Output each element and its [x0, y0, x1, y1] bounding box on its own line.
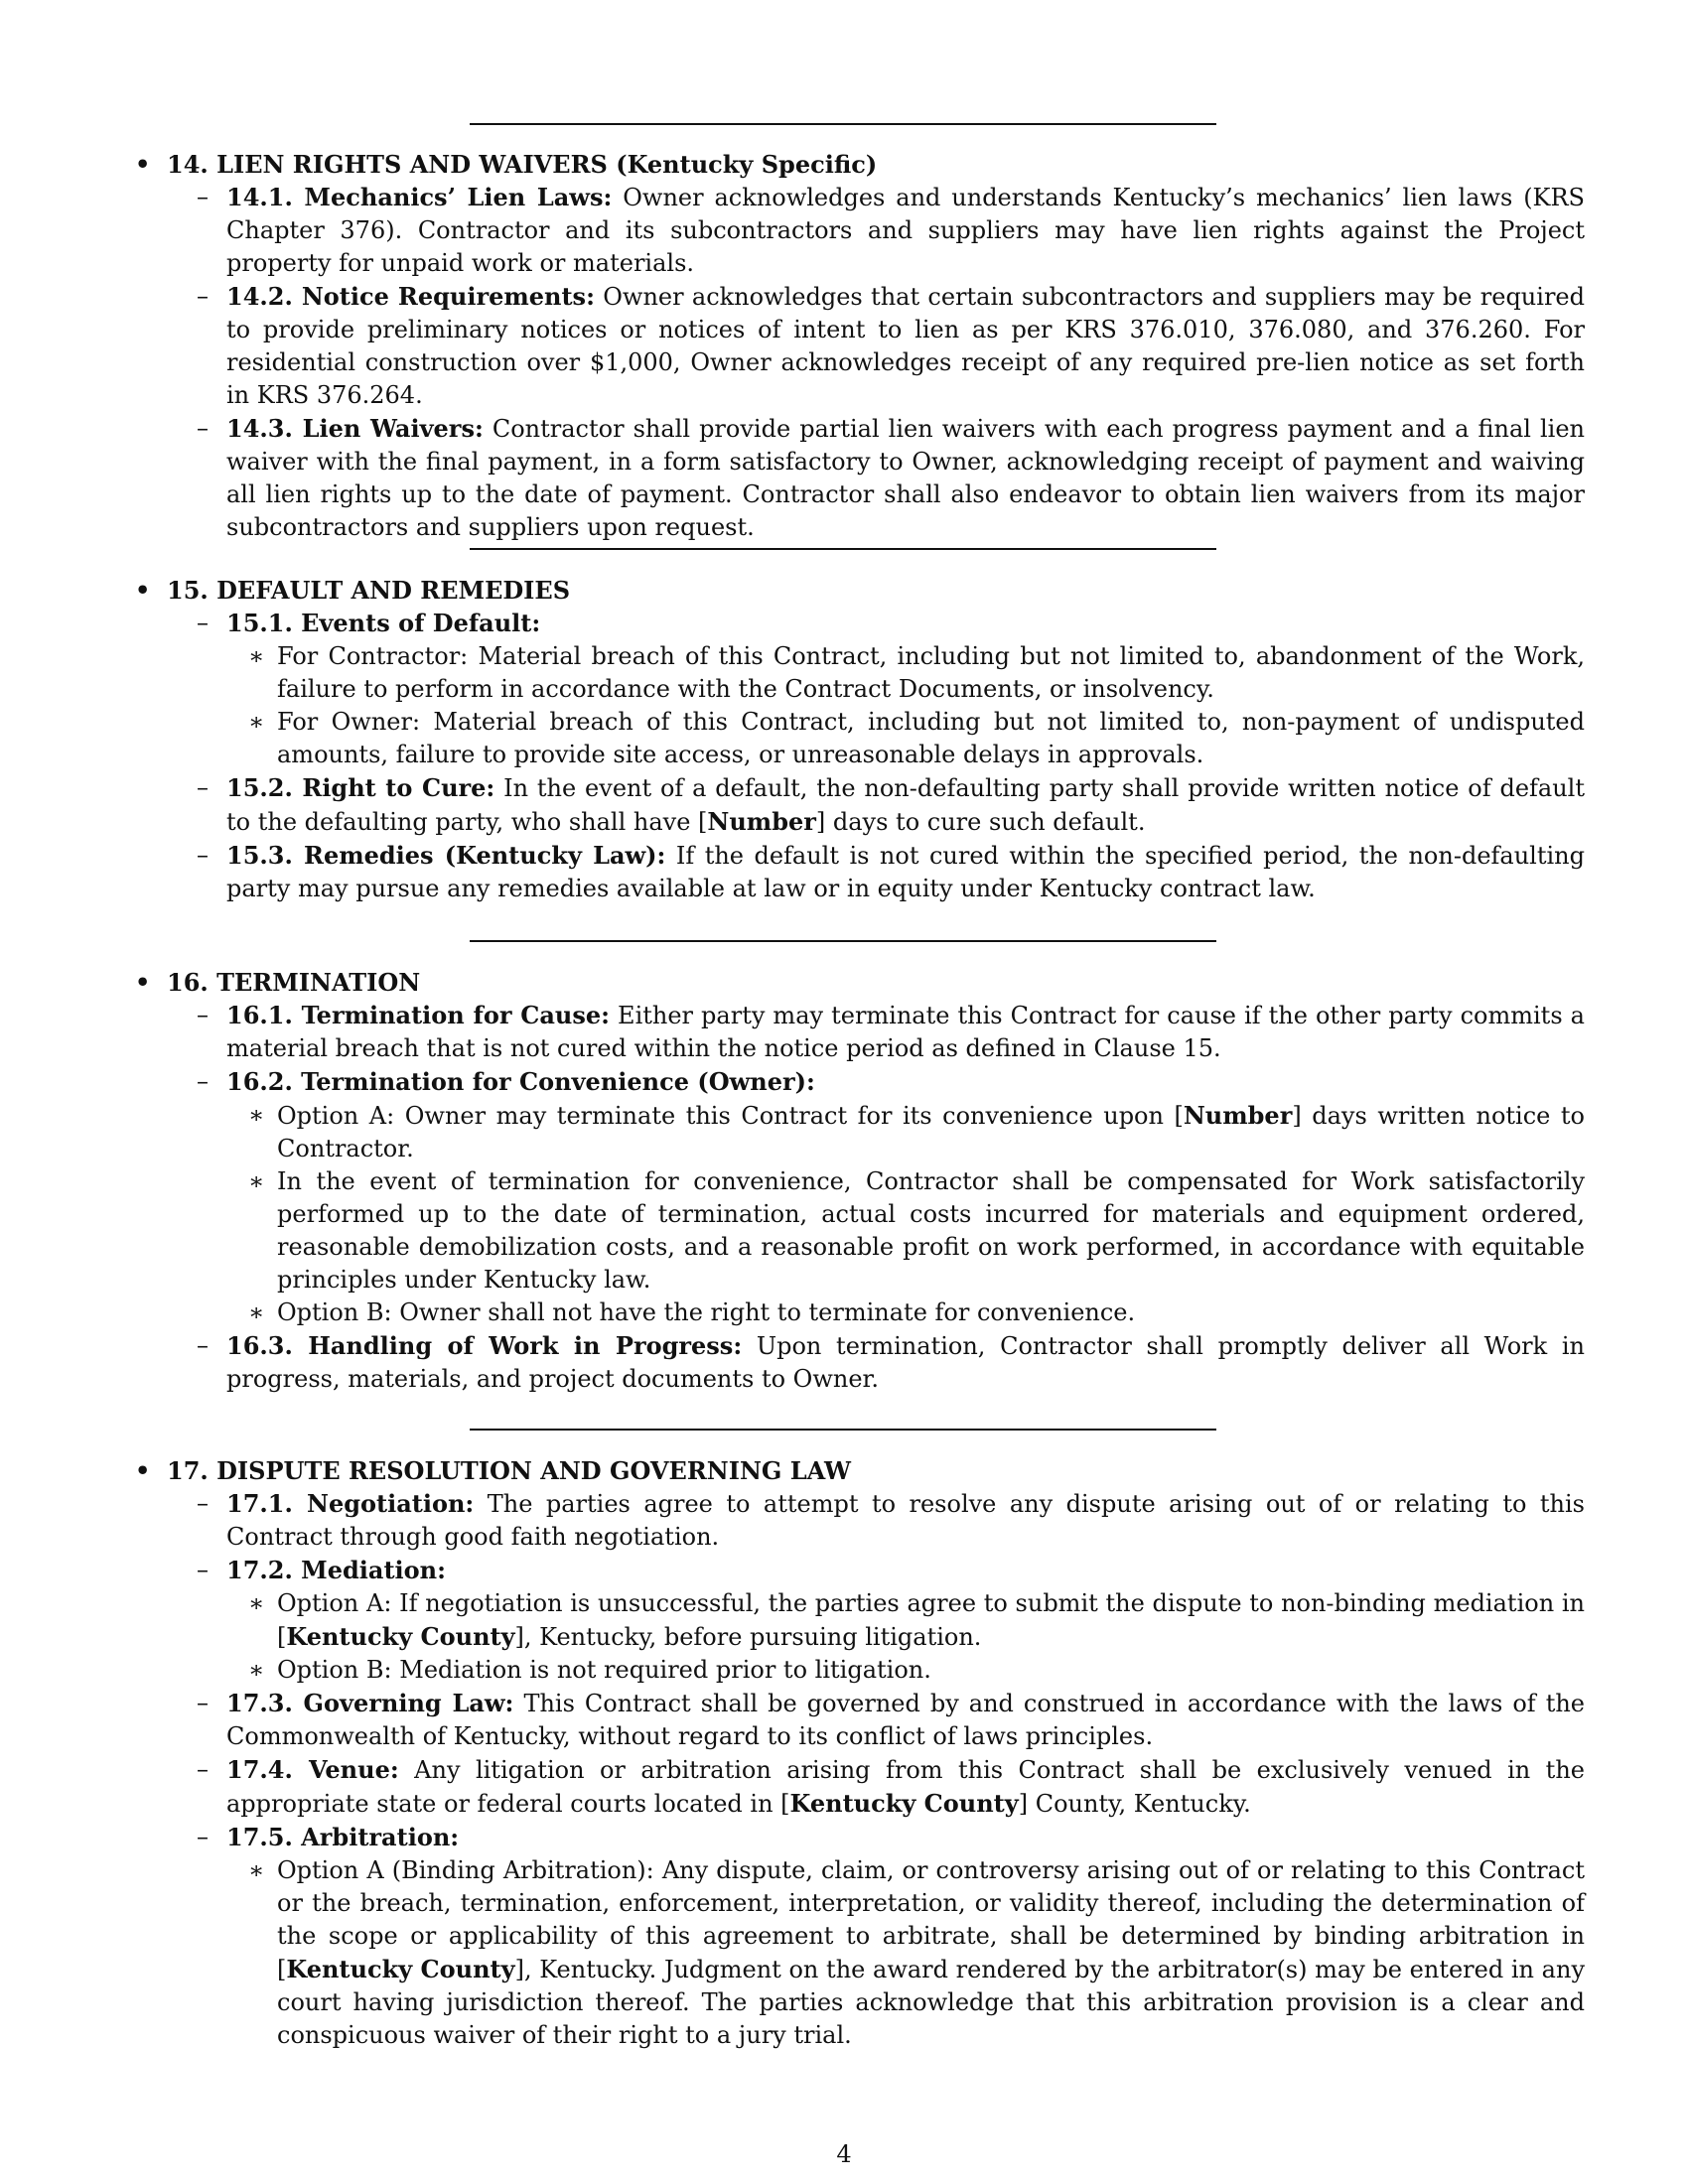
- clause-label: 17.5. Arbitration:: [226, 1823, 460, 1851]
- clause-label: 16.3. Handling of Work in Progress:: [226, 1331, 743, 1360]
- clause-14-2: – 14.2. Notice Requirements: Owner acknowledges that certain subcontractors and suppliers may be required to provide preliminary notices or notices of intent to lien as per KRS 376.010, 376.080, and 376.260. For residential construction over $1,000, Owner acknowledges receipt of any required pre-lien notice as set forth in KRS 376.264.: [197, 282, 1585, 409]
- section-16: [135, 966, 1585, 1396]
- clause-label: 14.2. Notice Requirements:: [226, 282, 595, 311]
- list-item: ∗ Option B: Mediation is not required prior to litigation.: [248, 1656, 931, 1684]
- item-text: Option A: If negotiation is unsuccessful, the parties agree to submit the dispute to non-binding mediation in [: [277, 1589, 1585, 1651]
- clause-label: 15.2. Right to Cure:: [226, 773, 495, 802]
- list-item: ∗ In the event of termination for convenience, Contractor shall be compensated for Work satisfactorily performed up to the date of termination, actual costs incurred for materials and equipment ordered, reasonable demobilization costs, and a reasonable profit on work performed, in accordance with equitable principles under Kentucky law.: [248, 1167, 1585, 1294]
- clause-text: ] days to cure such default.: [815, 808, 1146, 836]
- clause-17-3: – 17.3. Governing Law: This Contract shall be governed by and construed in accordance with the laws of the Commonwealth of Kentucky, without regard to its conflict of laws principles.: [197, 1689, 1585, 1750]
- item-text: Option A: Owner may terminate this Contract for its convenience upon [: [277, 1102, 1184, 1130]
- section-title: 14. LIEN RIGHTS AND WAIVERS (Kentucky Specific): [167, 150, 878, 179]
- clause-label: 17.1. Negotiation:: [226, 1489, 475, 1518]
- page-number: 4: [836, 2140, 852, 2168]
- clause-15-1: – 15.1. Events of Default:: [197, 609, 541, 637]
- clause-16-2: – 16.2. Termination for Convenience (Owner):: [197, 1067, 815, 1096]
- clause-label: 17.2. Mediation:: [226, 1556, 446, 1584]
- section-divider: [470, 123, 1216, 125]
- item-text: ] days written notice to Contractor.: [277, 1102, 1585, 1162]
- clause-17-5: – 17.5. Arbitration:: [197, 1823, 460, 1851]
- clause-text: In the event of a default, the non-defaulting party shall provide written notice of default to the defaulting party, who shall have [: [226, 774, 1585, 836]
- item-text: Option B: Mediation is not required prior to litigation.: [277, 1656, 931, 1684]
- clause-text: Owner acknowledges and understands Kentucky’s mechanics’ lien laws (KRS Chapter 376). Contractor and its subcontractors and suppliers may have lien rights against the Project property for unpaid work or materials.: [226, 184, 1585, 277]
- section-15: [135, 574, 1585, 905]
- item-text: For Contractor: Material breach of this Contract, including but not limited to, abandonment of the Work, failure to perform in accordance with the Contract Documents, or insolvency.: [277, 642, 1585, 703]
- clause-14-3: – 14.3. Lien Waivers: Contractor shall provide partial lien waivers with each progress payment and a final lien waiver with the final payment, in a form satisfactory to Owner, acknowledging receipt of payment and waiving all lien rights up to the date of payment. Contractor shall also endeavor to obtain lien waivers from its major subcontractors and suppliers upon request.: [197, 414, 1585, 541]
- clause-17-2: – 17.2. Mediation:: [197, 1556, 446, 1584]
- clause-15-2: – 15.2. Right to Cure: In the event of a default, the non-defaulting party shall provide written notice of default to the defaulting party, who shall have [Number] days to cure such default.: [197, 773, 1585, 836]
- clause-text: Owner acknowledges that certain subcontractors and suppliers may be required to provide preliminary notices or notices of intent to lien as per KRS 376.010, 376.080, and 376.260. For residential construction over $1,000, Owner acknowledges receipt of any required pre-lien notice as set forth in KRS 376.264.: [226, 283, 1585, 409]
- list-item: ∗ For Owner: Material breach of this Contract, including but not limited to, non-payment of undisputed amounts, failure to provide site access, or unreasonable delays in approvals.: [248, 708, 1585, 768]
- clause-text: This Contract shall be governed by and construed in accordance with the laws of the Commonwealth of Kentucky, without regard to its conflict of laws principles.: [226, 1690, 1585, 1750]
- clause-text: Upon termination, Contractor shall promptly deliver all Work in progress, materials, and project documents to Owner.: [226, 1332, 1585, 1393]
- clause-text: Contractor shall provide partial lien waivers with each progress payment and a final lien waiver with the final payment, in a form satisfactory to Owner, acknowledging receipt of payment and waiving all lien rights up to the date of payment. Contractor shall also endeavor to obtain lien waivers from its major subcontractors and suppliers upon request.: [226, 415, 1585, 541]
- clause-17-1: – 17.1. Negotiation: The parties agree to attempt to resolve any dispute arising out of or relating to this Contract through good faith negotiation.: [197, 1489, 1585, 1551]
- item-text: ], Kentucky. Judgment on the award rendered by the arbitrator(s) may be entered in any court having jurisdiction thereof. The parties acknowledge that this arbitration provision is a clear and conspicuous waiver of their right to a jury trial.: [277, 1956, 1586, 2049]
- clause-text: Either party may terminate this Contract for cause if the other party commits a material breach that is not cured within the notice period as defined in Clause 15.: [226, 1002, 1585, 1062]
- section-heading: • 16. TERMINATION: [135, 968, 421, 997]
- placeholder-county: Kentucky County: [789, 1789, 1019, 1818]
- clause-label: 15.1. Events of Default:: [226, 609, 541, 637]
- clause-label: 17.4. Venue:: [226, 1755, 399, 1784]
- list-item: ∗ Option A (Binding Arbitration): Any dispute, claim, or controversy arising out of or relating to this Contract or the breach, termination, enforcement, interpretation, or validity thereof, including the determination of the scope or applicability of this agreement to arbitrate, shall be determined by binding arbitration in [Kentucky County], Kentucky. Judgment on the award rendered by the arbitrator(s) may be entered in any court having jurisdiction thereof. The parties acknowledge that this arbitration provision is a clear and conspicuous waiver of their right to a jury trial.: [248, 1856, 1586, 2049]
- item-text: For Owner: Material breach of this Contract, including but not limited to, non-payment of undisputed amounts, failure to provide site access, or unreasonable delays in approvals.: [277, 708, 1585, 768]
- item-text: Option A (Binding Arbitration): Any dispute, claim, or controversy arising out of or relating to this Contract or the breach, termination, enforcement, interpretation, or validity thereof, including the determination of the scope or applicability of this agreement to arbitrate, shall be determined by binding arbitration in [: [277, 1856, 1585, 1983]
- clause-label: 17.3. Governing Law:: [226, 1689, 514, 1717]
- placeholder-county: Kentucky County: [286, 1955, 515, 1983]
- section-17: [135, 1454, 1585, 2052]
- section-title: 17. DISPUTE RESOLUTION AND GOVERNING LAW: [167, 1456, 851, 1485]
- clause-text: The parties agree to attempt to resolve any dispute arising out of or relating to this Contract through good faith negotiation.: [226, 1490, 1585, 1551]
- placeholder-number: Number: [707, 807, 816, 836]
- clause-17-4: – 17.4. Venue: Any litigation or arbitration arising from this Contract shall be exclusively venued in the appropriate state or federal courts located in [Kentucky County] County, Kentucky.: [197, 1755, 1585, 1818]
- item-text: Option B: Owner shall not have the right to terminate for convenience.: [277, 1298, 1136, 1326]
- placeholder-county: Kentucky County: [286, 1622, 515, 1651]
- clause-label: 16.2. Termination for Convenience (Owner):: [226, 1067, 815, 1096]
- clause-14-1: – 14.1. Mechanics’ Lien Laws: Owner acknowledges and understands Kentucky’s mechanics’ lien laws (KRS Chapter 376). Contractor and its subcontractors and suppliers may have lien rights against the Project property for unpaid work or materials.: [197, 183, 1585, 277]
- section-divider: [470, 940, 1216, 942]
- list-item: ∗ Option B: Owner shall not have the right to terminate for convenience.: [248, 1298, 1136, 1326]
- section-14: [135, 148, 1585, 544]
- section-title: 16. TERMINATION: [167, 968, 421, 997]
- section-heading: • 15. DEFAULT AND REMEDIES: [135, 576, 571, 605]
- list-item: ∗ For Contractor: Material breach of this Contract, including but not limited to, abandonment of the Work, failure to perform in accordance with the Contract Documents, or insolvency.: [248, 642, 1585, 703]
- section-heading: • 17. DISPUTE RESOLUTION AND GOVERNING LAW: [135, 1456, 851, 1485]
- section-divider: [470, 1429, 1216, 1431]
- placeholder-number: Number: [1183, 1101, 1293, 1130]
- section-title: 15. DEFAULT AND REMEDIES: [167, 576, 571, 605]
- section-heading: • 14. LIEN RIGHTS AND WAIVERS (Kentucky Specific): [135, 150, 878, 179]
- clause-16-1: – 16.1. Termination for Cause: Either party may terminate this Contract for cause if the other party commits a material breach that is not cured within the notice period as defined in Clause 15.: [197, 1001, 1585, 1062]
- clause-label: 14.1. Mechanics’ Lien Laws:: [226, 183, 613, 211]
- section-divider: [470, 548, 1216, 550]
- item-text: In the event of termination for convenience, Contractor shall be compensated for Work satisfactorily performed up to the date of termination, actual costs incurred for materials and equipment ordered, reasonable demobilization costs, and a reasonable profit on work performed, in accordance with equitable principles under Kentucky law.: [277, 1167, 1585, 1294]
- list-item: ∗ Option A: Owner may terminate this Contract for its convenience upon [Number] days written notice to Contractor.: [248, 1101, 1585, 1162]
- clause-15-3: – 15.3. Remedies (Kentucky Law): If the default is not cured within the specified period, the non-defaulting party may pursue any remedies available at law or in equity under Kentucky contract law.: [197, 841, 1585, 902]
- clause-label: 15.3. Remedies (Kentucky Law):: [226, 841, 666, 870]
- clause-text: ] County, Kentucky.: [1018, 1790, 1251, 1818]
- clause-text: If the default is not cured within the specified period, the non-defaulting party may pursue any remedies available at law or in equity under Kentucky contract law.: [226, 842, 1585, 902]
- clause-text: Any litigation or arbitration arising from this Contract shall be exclusively venued in the appropriate state or federal courts located in [: [226, 1756, 1585, 1818]
- clause-label: 14.3. Lien Waivers:: [226, 414, 484, 443]
- clause-16-3: – 16.3. Handling of Work in Progress: Upon termination, Contractor shall promptly deliver all Work in progress, materials, and project documents to Owner.: [197, 1331, 1585, 1393]
- item-text: ], Kentucky, before pursuing litigation.: [514, 1623, 982, 1651]
- clause-label: 16.1. Termination for Cause:: [226, 1001, 610, 1029]
- list-item: ∗ Option A: If negotiation is unsuccessful, the parties agree to submit the dispute to non-binding mediation in [Kentucky County], Kentucky, before pursuing litigation.: [248, 1589, 1585, 1651]
